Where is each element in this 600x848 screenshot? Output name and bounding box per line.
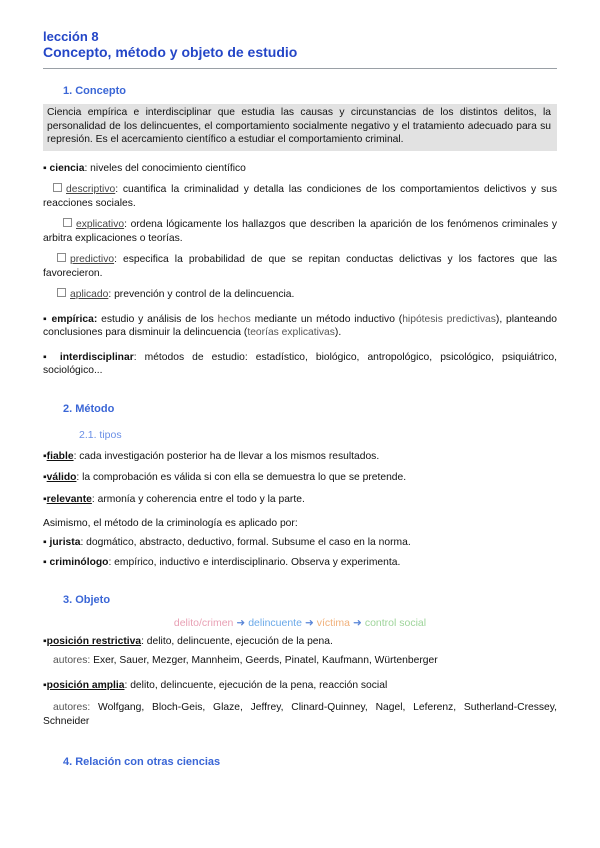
definition-box: Ciencia empírica e interdisciplinar que estudia las causas y circunstancias de los distintos delitos, la personalidad de los delincuentes, el comportamiento socialmente negativo y el tratamiento adecuado para su represión. Es el acercamiento científico a estudiar el comportamiento criminal.: [43, 104, 557, 151]
text-restrictiva: : delito, delincuente, ejecución de la pena.: [141, 635, 333, 647]
text-empirica-3: ), planteando conclusiones para disminuir la delincuencia (: [43, 313, 557, 338]
chain-item-delito: delito/crimen: [173, 616, 234, 629]
position-amplia: [43, 679, 557, 693]
bullet-icon: ▪: [43, 313, 48, 325]
chain-item-delincuente: delincuente: [248, 616, 302, 629]
term-restrictiva: posición restrictiva: [46, 635, 142, 647]
arrow-right-icon: ➜: [236, 616, 246, 629]
subsection-heading-tipos: 2.1. tipos: [79, 428, 122, 441]
term-aplicado: aplicado: [70, 289, 109, 300]
section-heading-metodo: 2. Método: [63, 402, 115, 415]
section-heading-relacion: 4. Relación con otras ciencias: [63, 756, 221, 768]
text-ciencia: : niveles del conocimiento científico: [84, 162, 246, 174]
bullet-icon: ▪: [43, 450, 47, 462]
term-hipotesis: hipótesis predictivas: [402, 313, 496, 325]
term-teorias: teorías explicativas: [247, 327, 335, 338]
level-explicativo: [43, 218, 557, 245]
method-type-fiable: [43, 450, 557, 464]
authors-amplia: [43, 701, 557, 728]
lesson-number: lección 8: [43, 29, 99, 44]
level-predictivo: [43, 253, 557, 280]
text-empirica-4: ).: [334, 327, 342, 338]
applier-jurista: [43, 536, 557, 550]
text-empirica-2: mediante un método inductivo (: [250, 313, 403, 325]
term-ciencia: ciencia: [49, 162, 85, 174]
bullet-interdisciplinar: [43, 351, 557, 378]
authors-list-amplia: Wolfgang, Bloch-Geis, Glaze, Jeffrey, Clinard-Quinney, Nagel, Leferenz, Sutherland-Cressey, Schneider: [43, 702, 557, 727]
checkbox-icon: [63, 218, 72, 227]
term-predictivo: predictivo: [70, 254, 115, 265]
term-empirica: empírica:: [51, 313, 98, 325]
chain-item-victima: víctima: [316, 616, 351, 629]
section-heading-objeto: 3. Objeto: [63, 593, 111, 606]
authors-list-restrictiva: Exer, Sauer, Mezger, Mannheim, Geerds, Pinatel, Kaufmann, Würtenberger: [90, 655, 438, 666]
level-aplicado: [43, 288, 557, 302]
position-restrictiva: [43, 635, 557, 649]
term-hechos: hechos: [217, 313, 251, 325]
section-heading-concepto: 1. Concepto: [63, 85, 126, 97]
text-fiable: : cada investigación posterior ha de llevar a los mismos resultados.: [73, 450, 380, 462]
text-valido: : la comprobación es válida si con ella se demuestra lo que se pretende.: [76, 472, 407, 483]
text-jurista: : dogmático, abstracto, deductivo, formal. Subsume el caso en la norma.: [80, 536, 411, 548]
term-jurista: jurista: [49, 536, 81, 548]
authors-label: autores:: [53, 655, 91, 666]
term-criminologo: criminólogo: [49, 557, 109, 568]
method-type-valido: [43, 471, 557, 485]
text-descriptivo: : cuantifica la criminalidad y detalla las condiciones de los comportamientos delictivos y sus reacciones sociales.: [43, 184, 557, 209]
authors-label: autores:: [53, 702, 91, 713]
arrow-right-icon: ➜: [353, 616, 362, 629]
term-interdisciplinar: interdisciplinar: [59, 351, 134, 363]
applier-criminologo: [43, 556, 557, 570]
method-type-relevante: [43, 493, 557, 507]
term-relevante: relevante: [46, 493, 92, 505]
document-page: [43, 30, 557, 769]
bullet-empirica: [43, 313, 557, 340]
text-explicativo: : ordena lógicamente los hallazgos que describen la aparición de los fenómenos criminales y arbitra explicaciones o teorías.: [43, 219, 557, 244]
term-descriptivo: descriptivo: [66, 184, 116, 195]
chain-item-control-social: control social: [364, 616, 427, 629]
title-divider: [43, 68, 557, 69]
authors-restrictiva: [43, 654, 557, 668]
bullet-icon: ▪: [43, 557, 47, 568]
checkbox-icon: [57, 253, 66, 262]
bullet-icon: ▪: [43, 162, 47, 174]
bullet-icon: ▪: [43, 351, 52, 363]
text-amplia: : delito, delincuente, ejecución de la pena, reacción social: [124, 679, 388, 691]
bullet-icon: ▪: [43, 635, 47, 647]
term-amplia: posición amplia: [46, 679, 125, 691]
text-aplicado: : prevención y control de la delincuencia.: [108, 289, 295, 300]
text-criminologo: : empírico, inductivo e interdisciplinario. Observa y experimenta.: [108, 557, 401, 568]
text-empirica-1: estudio y análisis de los: [97, 313, 218, 325]
term-valido: válido: [46, 472, 77, 483]
arrow-right-icon: ➜: [304, 616, 314, 629]
term-fiable: fiable: [46, 450, 74, 462]
bullet-ciencia: [43, 162, 557, 176]
applied-intro: Asimismo, el método de la criminología es aplicado por:: [43, 518, 298, 529]
level-descriptivo: [43, 183, 557, 210]
object-chain: [43, 617, 557, 629]
page-title: Concepto, método y objeto de estudio: [43, 44, 298, 60]
term-explicativo: explicativo: [76, 219, 125, 230]
bullet-icon: ▪: [43, 679, 47, 691]
checkbox-icon: [53, 183, 62, 192]
text-relevante: : armonía y coherencia entre el todo y la parte.: [91, 493, 305, 505]
bullet-icon: ▪: [43, 472, 47, 483]
checkbox-icon: [57, 288, 66, 297]
text-interdisciplinar: : métodos de estudio: estadístico, biológico, antropológico, psicológico, psiquiátrico, sociológico...: [43, 351, 557, 376]
text-predictivo: : especifica la probabilidad de que se repitan conductas delictivas y los factores que las favorecieron.: [43, 254, 557, 279]
bullet-icon: ▪: [43, 493, 47, 505]
bullet-icon: ▪: [43, 536, 47, 548]
